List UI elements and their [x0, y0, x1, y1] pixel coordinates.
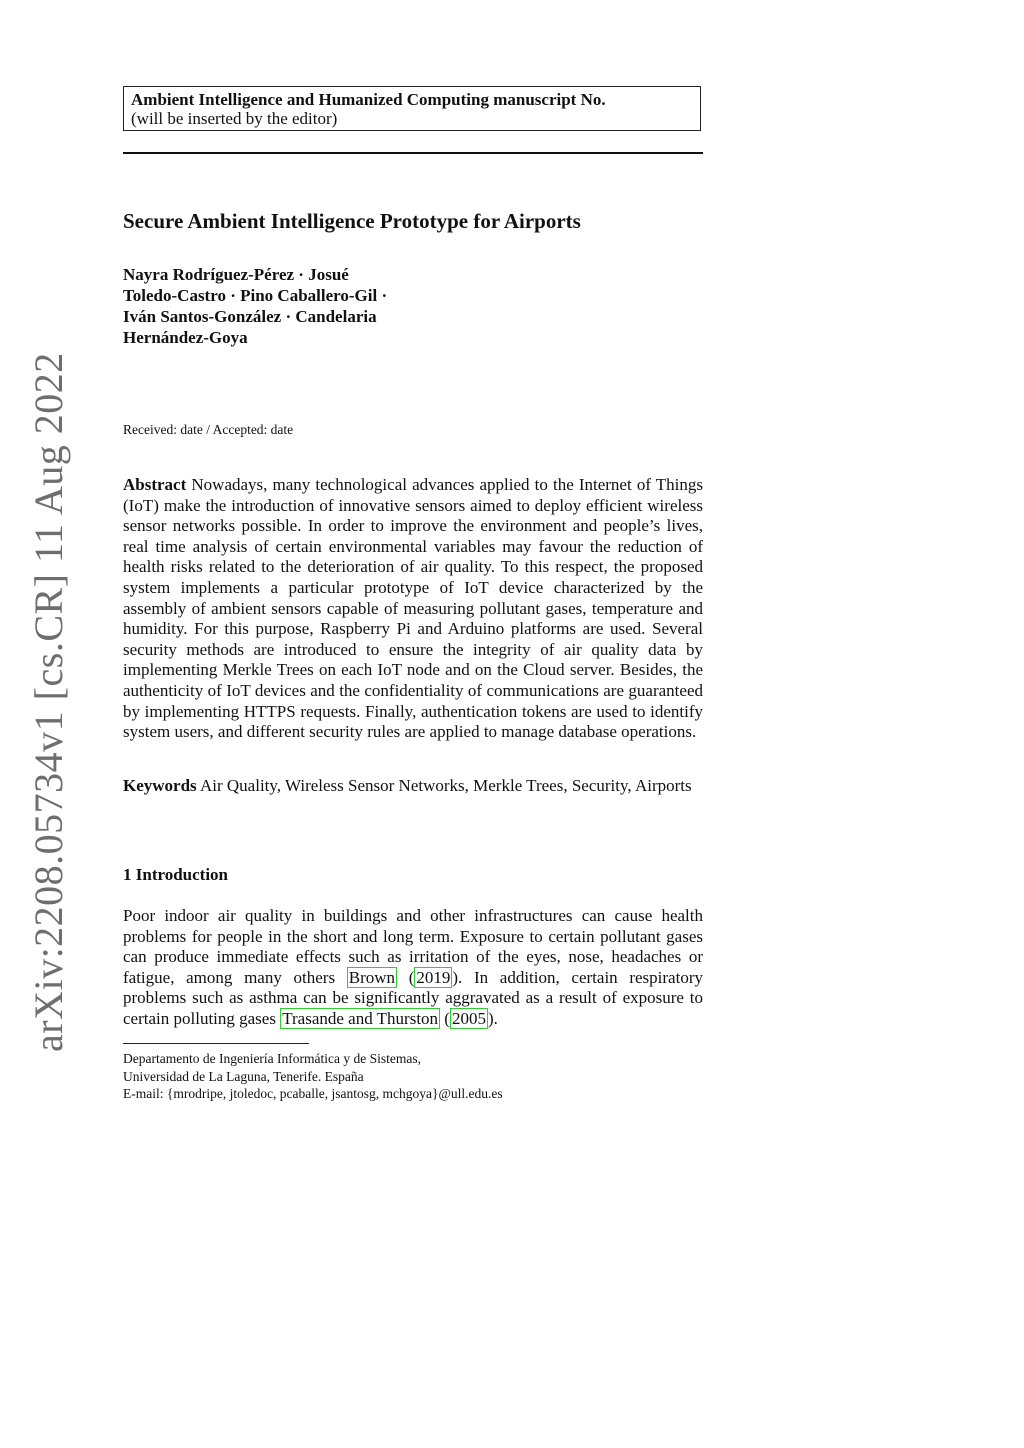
- section-heading-introduction: 1 Introduction: [123, 865, 229, 884]
- citation-year-link-trasande[interactable]: 2005: [451, 1008, 486, 1028]
- arxiv-side-stamp: arXiv:2208.05734v1 [cs.CR] 11 Aug 2022: [26, 352, 71, 1052]
- abstract-text: Nowadays, many technological advances applied to the Internet of Things (IoT) make the introduction of innovative sensors aimed to deploy efficient wireless sensor networks possible. In order to improve the environment and people’s lives, real time analysis of certain environmental variables may favour the reduction of health risks related to the deterioration of air quality. To this respect, the proposed system implements a particular prototype of IoT device characterized by the assembly of ambient sensors capable of measuring pollutant gases, temperature and humidity. For this purpose, Raspberry Pi and Arduino platforms are used. Several security methods are introduced to ensure the integrity of air quality data by implementing Merkle Trees on each IoT node and on the Cloud server. Besides, the authenticity of IoT devices and the confidentiality of communications are guaranteed by implementing HTTPS requests. Finally, authentication tokens are used to identify system users, and different security rules are applied to manage database operations.: [123, 475, 704, 742]
- keywords-label: Keywords: [123, 776, 197, 795]
- affiliation-email: E-mail: {mrodripe, jtoledoc, pcaballe, jsantosg, mchgoya}@ull.edu.es: [123, 1086, 503, 1102]
- author-line: Toledo-Castro · Pino Caballero-Gil ·: [123, 286, 388, 305]
- keywords: [123, 776, 703, 797]
- affiliation-university: Universidad de La Laguna, Tenerife. España: [123, 1068, 364, 1084]
- author-line: Hernández-Goya: [123, 328, 248, 347]
- citation-link-trasande[interactable]: Trasande and Thurston: [282, 1008, 439, 1028]
- author-line: Iván Santos-González · Candelaria: [123, 307, 377, 326]
- abstract: [123, 475, 703, 743]
- intro-text: . In addition, certain respiratory problems such as asthma can be significantly aggravated as a result of exposure to certain polluting gases: [123, 967, 703, 1028]
- keywords-text: Air Quality, Wireless Sensor Networks, Merkle Trees, Security, Airports: [199, 776, 692, 795]
- affiliation-department: Departamento de Ingeniería Informática y de Sistemas,: [123, 1051, 422, 1066]
- citation-year-link-brown[interactable]: 2019: [416, 967, 451, 987]
- author-line: Nayra Rodríguez-Pérez · Josué: [123, 265, 349, 284]
- header-rule: [123, 152, 703, 154]
- intro-text: .: [493, 1008, 498, 1028]
- introduction-paragraph: Poor indoor air quality in buildings and other infrastructures can cause health problems for people in the short and long term. Exposure to certain pollutant gases can produce immediate effects such as irritation of the eyes, nose, headaches or fatigue, among many others Brown ( 2019 ). In addition, certain respiratory problems such as asthma can be significantly aggravated as a result of exposure to certain polluting gases Trasande and Thurston ( 2005 ).: [123, 906, 703, 1028]
- footnote-rule: [123, 1043, 309, 1044]
- abstract-label: Abstract: [123, 475, 187, 494]
- affiliation-footnote: [123, 1050, 703, 1103]
- paper-title: Secure Ambient Intelligence Prototype for Airports: [123, 209, 581, 233]
- intro-text: Poor indoor air quality in buildings and other infrastructures can cause health problems for people in the short and long term. Exposure to certain pollutant gases can produce immediate effects such as irritation of the eyes, nose, headaches or fatigue, among many others: [123, 906, 703, 987]
- author-list: [123, 264, 463, 348]
- citation-link-brown[interactable]: Brown: [348, 967, 396, 987]
- journal-info-box: [123, 86, 701, 131]
- received-date: Received: date / Accepted: date: [123, 422, 294, 437]
- journal-title: Ambient Intelligence and Humanized Computing manuscript No.: [131, 90, 606, 109]
- journal-subtitle: (will be inserted by the editor): [131, 109, 338, 128]
